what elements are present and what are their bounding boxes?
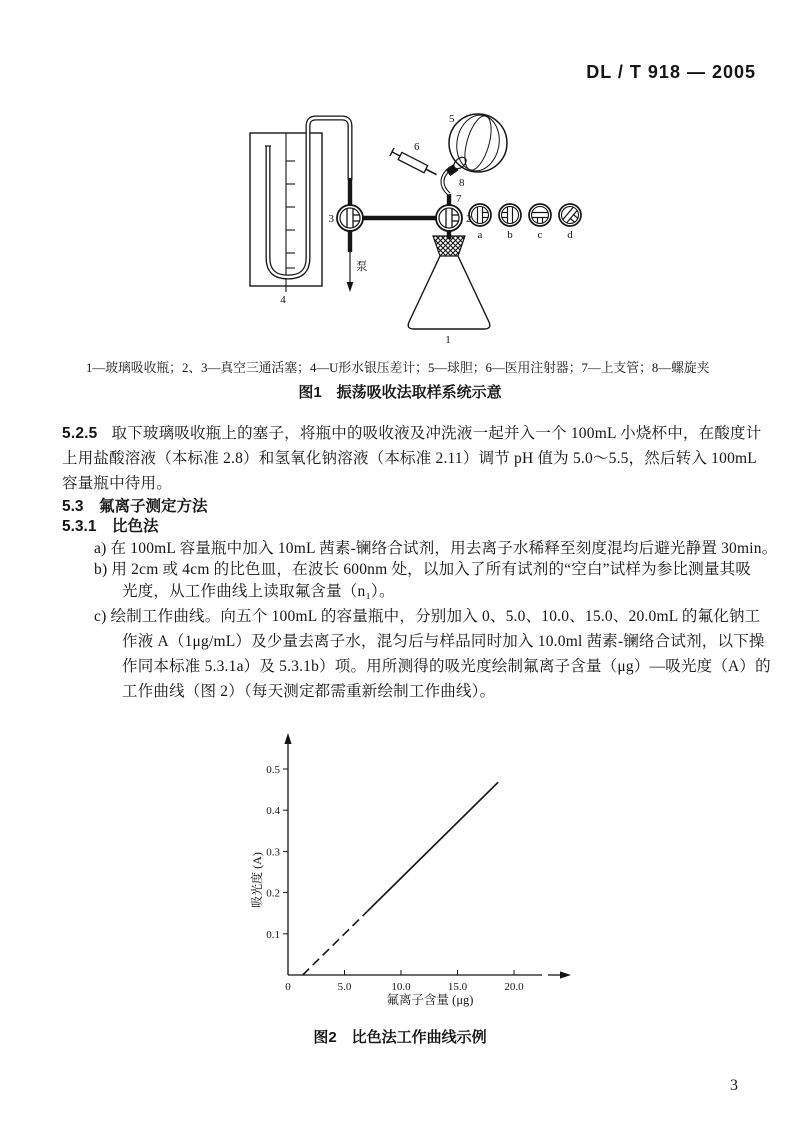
- item-c-line3: 作同本标准 5.3.1a）及 5.3.1b）项。用所测得的吸光度绘制氟离子含量（μg）—吸光度（A）的: [122, 658, 771, 675]
- heading-5-3: 5.3 氟离子测定方法: [62, 498, 208, 515]
- label-5: 5: [449, 113, 455, 125]
- y-tick-label: 0.4: [266, 805, 280, 818]
- section-number-5-2-5: 5.2.5: [62, 425, 98, 442]
- label-3: 3: [328, 213, 334, 225]
- figure2-calibration-chart: [230, 728, 580, 1020]
- figure2-caption: 图2 比色法工作曲线示例: [313, 1029, 487, 1046]
- u-manometer: [250, 118, 350, 306]
- item-b-line1: b) 用 2cm 或 4cm 的比色皿，在波长 600nm 处，以加入了所有试剂的“空白”试样为参比测量其吸: [94, 561, 752, 578]
- pump-label: 泵: [356, 261, 368, 273]
- x-tick-label: 0: [285, 981, 291, 993]
- figure1-sampling-system-diagram: [228, 98, 608, 364]
- absorption-flask: [408, 236, 490, 346]
- figure1-legend: 1—玻璃吸收瓶；2、3—真空三通活塞；4—U形水银压差计；5—球胆；6—医用注射器；7—上支管；8—螺旋夹: [86, 361, 710, 375]
- curve-dashed-segment: [303, 912, 367, 975]
- item-a: a) 在 100mL 容量瓶中加入 10mL 茜素-镧络合试剂，用去离子水稀释至刻度混均后避光静置 30min。: [94, 540, 778, 557]
- y-axis-label: 吸光度 (A): [250, 852, 264, 908]
- stopcock-position-d: [555, 200, 586, 231]
- x-tick-label: 15.0: [447, 981, 468, 993]
- item-c-line4: 工作曲线（图 2）（每天测定都需重新绘制工作曲线）。: [122, 683, 496, 700]
- label-pos-a: a: [477, 229, 483, 241]
- label-pos-b: b: [507, 229, 513, 241]
- curve-solid-segment: [367, 782, 498, 911]
- y-tick-label: 0.5: [266, 764, 280, 776]
- label-2: 2: [466, 213, 472, 225]
- label-7: 7: [456, 193, 462, 205]
- heading-5-3-1: 5.3.1 比色法: [62, 518, 159, 535]
- x-tick-label: 20.0: [504, 981, 524, 993]
- stopcock-position-a: [469, 204, 491, 226]
- x-axis-arrow: [560, 971, 571, 978]
- para-5-2-5-line2: 上用盐酸溶液（本标准 2.8）和氢氧化钠溶液（本标准 2.11）调节 pH 值为 5.0～5.5，然后转入 100mL: [62, 450, 757, 467]
- y-tick-label: 0.1: [266, 928, 280, 941]
- scale-ticks: [286, 161, 295, 268]
- page-number: 3: [730, 1077, 738, 1094]
- standard-number: DL / T 918 — 2005: [586, 62, 756, 82]
- item-b-line2: 光度，从工作曲线上读取氟含量（n₁）。: [122, 583, 395, 600]
- label-6: 6: [414, 141, 420, 153]
- pump-arrow: [347, 252, 368, 292]
- figure1-caption: 图1 振荡吸收法取样系统示意: [298, 384, 502, 401]
- y-tick-label: 0.2: [266, 887, 280, 900]
- item-c-line2: 作液 A（1μg/mL）及少量去离子水，混匀后与样品同时加入 10.0ml 茜素-镧络合试剂，以下操: [122, 633, 765, 650]
- label-8: 8: [459, 177, 465, 189]
- y-axis-arrow: [284, 733, 291, 744]
- x-tick-label: 5.0: [337, 981, 352, 993]
- item-c-line1: c) 绘制工作曲线。向五个 100mL 的容量瓶中，分别加入 0、5.0、10.0、15.0、20.0mL 的氟化钠工: [94, 608, 761, 625]
- para-5-2-5-line1: 5.2.5 取下玻璃吸收瓶上的塞子，将瓶中的吸收液及冲洗液一起并入一个 100mL 小烧杯中，在酸度计: [62, 425, 762, 442]
- x-tick-label: 10.0: [391, 981, 411, 993]
- label-4: 4: [280, 294, 286, 306]
- label-pos-c: c: [537, 229, 543, 241]
- para-5-2-5-line3: 容量瓶中待用。: [62, 475, 172, 492]
- x-axis-label: 氟离子含量 (μg): [386, 993, 474, 1007]
- stopcock-2: [436, 205, 462, 231]
- label-1: 1: [445, 334, 451, 346]
- stopcock-3: [337, 205, 363, 231]
- y-tick-label: 0.3: [266, 846, 280, 859]
- rubber-bulb: [449, 112, 507, 174]
- stopcock-position-b: [499, 204, 521, 226]
- stopcock-position-c: [529, 204, 551, 226]
- label-pos-d: d: [567, 229, 573, 241]
